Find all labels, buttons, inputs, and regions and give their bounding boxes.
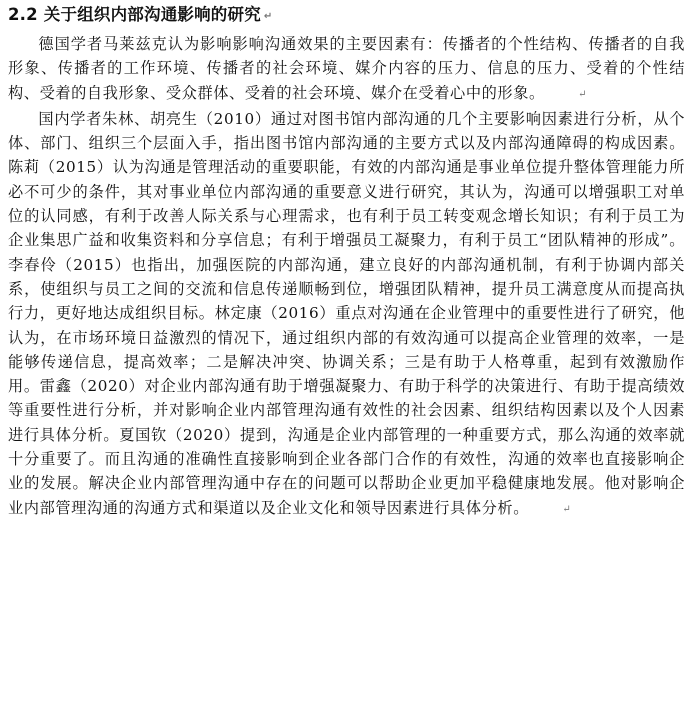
paragraph-mark-icon: ↵ <box>562 503 572 515</box>
paragraph-mark-icon: ↵ <box>263 11 273 22</box>
paragraph-mark-icon: ↵ <box>578 88 588 100</box>
paragraph-text: 德国学者马莱兹克认为影响影响沟通效果的主要因素有：传播者的个性结构、传播者的自我形象、传播者的工作环境、传播者的社会环境、媒介内容的压力、信息的压力、受着的个性结构、受着的自我形象、受众群体、受着的社会环境、媒介在受着心中的形象。 <box>8 35 685 102</box>
paragraph-text: 国内学者朱林、胡亮生（2010）通过对图书馆内部沟通的几个主要影响因素进行分析，从个体、部门、组织三个层面入手，指出图书馆内部沟通的主要方式以及内部沟通障碍的构成因素。陈莉（2015）认为沟通是管理活动的重要职能，有效的内部沟通是事业单位提升整体管理能力所必不可少的条件，其对事业单位内部沟通的重要意义进行研究，其认为，沟通可以增强职工对单位的认同感，有利于改善人际关系与心理需求，也有利于员工转变观念增长知识；有利于员工为企业集思广益和收集资料和分享信息；有利于增强员工凝聚力，有利于员工“团队精神的形成”。李春伶（2015）也指出，加强医院的内部沟通，建立良好的内部沟通机制，有利于协调内部关系，使组织与员工之间的交流和信息传递顺畅到位，增强团队精神，提升员工满意度从而提高执行力，更好地达成组织目标。林定康（2016）重点对沟通在企业管理中的重要性进行了研究，他认为，在市场环境日益激烈的情况下，通过组织内部的有效沟通可以提高企业管理的效率，一是能够传递信息，提高效率；二是解决冲突、协调关系；三是有助于人格尊重，起到有效激励作用。雷鑫（2020）对企业内部沟通有助于增强凝聚力、有助于科学的决策进行、有助于提高绩效等重要性进行分析，并对影响企业内部管理沟通有效性的社会因素、组织结构因素以及个人因素进行具体分析。夏国钦（2020）提到，沟通是企业内部管理的一种重要方式，那么沟通的效率就十分重要了。而且沟通的准确性直接影响到企业各部门合作的有效性，沟通的效率也直接影响企业的发展。解决企业内部管理沟通中存在的问题可以帮助企业更加平稳健康地发展。他对影响企业内部管理沟通的沟通方式和渠道以及企业文化和领导因素进行具体分析。 <box>8 109 685 517</box>
section-heading <box>8 0 685 32</box>
section-number: 2.2 <box>8 5 38 24</box>
paragraph-maletzke <box>8 32 685 107</box>
section-title: 关于组织内部沟通影响的研究 <box>43 5 261 24</box>
paragraph-domestic-research <box>8 107 685 522</box>
